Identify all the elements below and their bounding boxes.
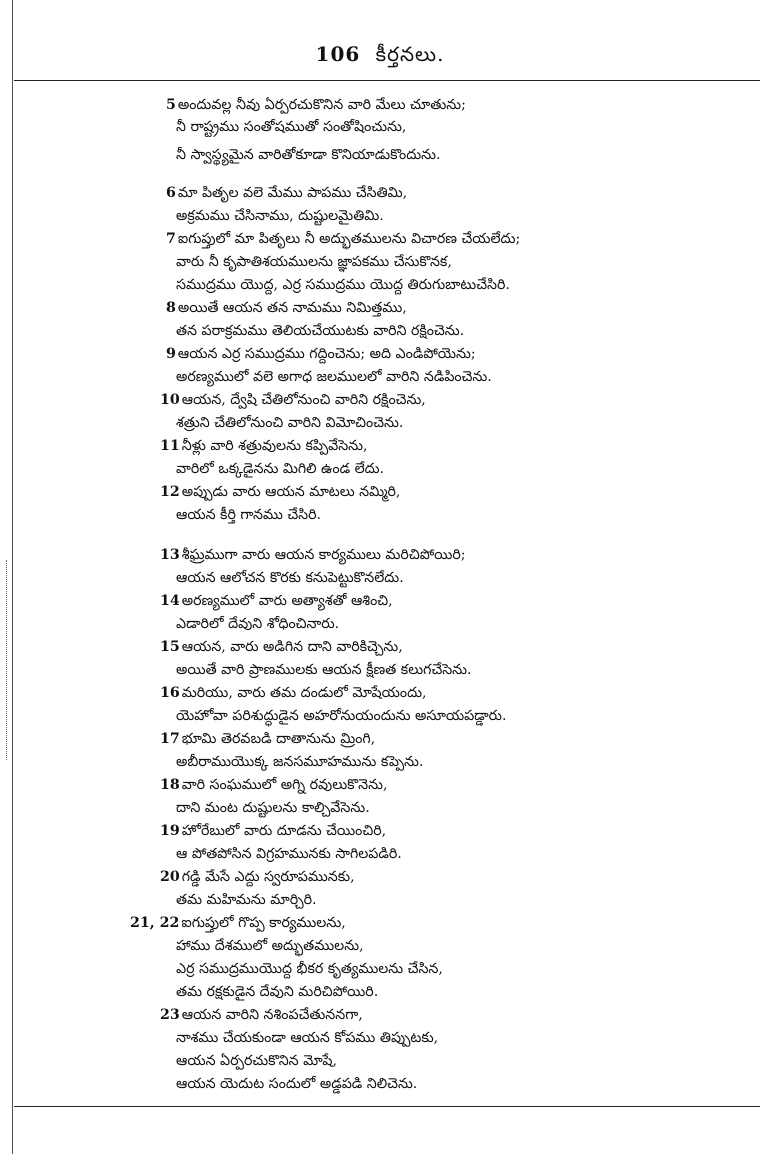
verse-line	[160, 868, 355, 886]
verse-line	[160, 822, 386, 840]
verse-text: ఆయన కీర్తి గానము చేసిరి.	[176, 507, 322, 523]
verse-text: హాము దేశములో అద్భుతములను,	[176, 938, 364, 954]
verse-text: ఆయన యెదుట సందులో అడ్డపడి నిలిచెను.	[176, 1076, 418, 1092]
verse-line	[176, 707, 506, 725]
verse-number: 13	[160, 547, 180, 563]
verse-line	[176, 845, 402, 863]
verse-text: వారు నీ కృపాతిశయములను జ్ఞాపకము చేసుకొనక,	[176, 254, 452, 270]
verse-text: నీ స్వాస్థ్యమైన వారితోకూడా కొనియాడుకొందును.	[176, 147, 441, 163]
verse-line	[176, 615, 339, 633]
verse-text: ఎడారిలో దేవుని శోధించినారు.	[176, 616, 340, 632]
verse-number: 8	[166, 300, 176, 316]
verse-line	[160, 546, 466, 564]
verse-text: అయితే వారి ప్రాణములకు ఆయన క్షీణత కలుగచేసెను.	[176, 662, 472, 678]
verse-line	[176, 983, 378, 1001]
running-title: కీర్తనలు.	[375, 42, 445, 66]
verse-text: గడ్డి మేసే ఎద్దు స్వరూపమునకు,	[181, 869, 355, 885]
verse-number: 23	[160, 1007, 180, 1023]
verse-number: 12	[160, 484, 180, 500]
verse-text: తమ రక్షకుడైన దేవుని మరిచిపోయిరి.	[176, 984, 379, 1000]
verse-number: 16	[160, 685, 180, 701]
verse-text: అందువల్ల నీవు ఏర్పరచుకొనిన వారి మేలు చూతును;	[177, 97, 466, 113]
verse-text: అప్పుడు వారు ఆయన మాటలు నమ్మిరి,	[181, 484, 401, 500]
verse-text: అక్రమము చేసినాము, దుష్టులమైతిమి.	[176, 208, 384, 224]
verse-line	[176, 276, 510, 294]
verse-number: 20	[160, 869, 180, 885]
verse-text: ఆయన ఆలోచన కొరకు కనుపెట్టుకొనలేదు.	[176, 570, 404, 586]
verse-line	[176, 322, 464, 340]
verse-line	[166, 345, 476, 363]
header-rule	[14, 80, 760, 81]
verse-line	[176, 753, 423, 771]
verse-line	[160, 1006, 363, 1024]
verse-text: ఐగుప్తులో గొప్ప కార్యములను,	[181, 915, 346, 931]
verse-text: వారిలో ఒక్కడైనను మిగిలి ఉండ లేదు.	[176, 461, 385, 477]
verse-number: 7	[166, 231, 176, 247]
verse-line	[130, 914, 346, 932]
verse-line	[176, 207, 384, 225]
verse-line	[160, 730, 375, 748]
verse-text: అరణ్యములో వారు అత్యాశతో ఆశించి,	[181, 593, 393, 609]
verse-line	[166, 96, 466, 114]
verse-text: ఆ పోతపోసిన విగ్రహమునకు సాగిలపడిరి.	[176, 846, 402, 862]
verse-text: సముద్రము యొద్ద, ఎర్ర సముద్రము యొద్ద తిరుగుబాటుచేసిరి.	[176, 277, 510, 293]
verse-line	[176, 253, 452, 271]
verse-text: అబీరాముయొక్క జనసమూహమును కప్పెను.	[176, 754, 424, 770]
verse-text: ఆయన, వారు అడిగిన దాని వారికిచ్చెను,	[181, 639, 403, 655]
verse-text: ఆయన ఎర్ర సముద్రము గద్దించెను; అది ఎండిపోయెను;	[177, 346, 476, 362]
verse-text: హోరేబులో వారు దూడను చేయించిరి,	[181, 823, 387, 839]
verse-text: ఆయన, ద్వేషి చేతిలోనుంచి వారిని రక్షించెను,	[181, 392, 426, 408]
verse-number: 6	[166, 185, 176, 201]
verse-line	[176, 1029, 438, 1047]
verse-line	[176, 1075, 417, 1093]
verse-text: దాని మంట దుష్టులను కాల్చివేసెను.	[176, 800, 370, 816]
verse-line	[176, 661, 472, 679]
verse-text: శీఘ్రముగా వారు ఆయన కార్యములు మరిచిపోయిరి;	[181, 547, 466, 563]
verse-line	[176, 414, 403, 432]
verse-line	[160, 776, 387, 794]
verse-text: ఎర్ర సముద్రముయొద్ద భీకర కృత్యములను చేసిన,	[176, 961, 443, 977]
verse-number: 19	[160, 823, 180, 839]
verse-text: తమ మహిమను మార్చిరి.	[176, 892, 317, 908]
verse-line	[176, 960, 443, 978]
verse-number: 11	[160, 438, 180, 454]
verse-number: 17	[160, 731, 180, 747]
verse-text: భూమి తెరవబడి దాతానును మ్రింగి,	[181, 731, 376, 747]
verse-number: 15	[160, 639, 180, 655]
verse-line	[176, 1052, 337, 1070]
verse-line	[160, 437, 368, 455]
verse-text: నాశము చేయకుండా ఆయన కోపము తిప్పుటకు,	[176, 1030, 439, 1046]
verse-number: 18	[160, 777, 180, 793]
verse-text: శత్రుని చేతిలోనుంచి వారిని విమోచించెను.	[176, 415, 404, 431]
margin-marks	[6, 560, 13, 760]
verse-line	[160, 391, 426, 409]
verse-number: 14	[160, 593, 180, 609]
verse-number: 10	[160, 392, 180, 408]
verse-text: మరియు, వారు తమ దండులో మోషేయందు,	[181, 685, 427, 701]
verse-line	[160, 483, 400, 501]
verse-text: ఆయన ఏర్పరచుకొనిన మోషే,	[176, 1053, 337, 1069]
footer-rule	[14, 1106, 760, 1107]
verse-line	[176, 569, 404, 587]
verse-number: 5	[166, 97, 176, 113]
verse-line	[166, 299, 407, 317]
verse-line	[176, 460, 384, 478]
verse-line	[166, 230, 520, 248]
verse-number: 9	[166, 346, 176, 362]
verse-text: నీళ్లు వారి శత్రువులను కప్పివేసెను,	[181, 438, 368, 454]
verse-number: 21, 22	[130, 915, 180, 931]
page-header	[0, 42, 760, 71]
verse-text: వారి సంఘములో అగ్ని రవులుకొనెను,	[181, 777, 388, 793]
verse-text: అరణ్యములో వలె అగాధ జలములలో వారిని నడిపించెను.	[176, 369, 492, 385]
page-number: 106	[315, 42, 361, 66]
verse-text: ఆయన వారిని నశింపచేతుననగా,	[181, 1007, 363, 1023]
verse-line	[160, 592, 393, 610]
verse-text: అయితే ఆయన తన నామము నిమిత్తము,	[177, 300, 407, 316]
verse-line	[160, 638, 403, 656]
verse-line	[176, 118, 406, 136]
verse-text: మా పితృల వలె మేము పాపము చేసితిమి,	[177, 185, 408, 201]
verse-line	[176, 506, 321, 524]
verse-line	[176, 146, 441, 164]
verse-line	[166, 184, 407, 202]
verse-text: యెహోవా పరిశుద్ధుడైన అహరోనుయందును అసూయపడ్డారు.	[176, 708, 507, 724]
verse-line	[176, 799, 370, 817]
verse-line	[176, 891, 317, 909]
verse-text: తన పరాక్రమము తెలియచేయుటకు వారిని రక్షించెను.	[176, 323, 465, 339]
verse-text: నీ రాష్ట్రము సంతోషముతో సంతోషించును,	[176, 119, 407, 135]
verse-line	[176, 368, 492, 386]
verse-line	[176, 937, 364, 955]
verse-line	[160, 684, 427, 702]
verse-text: ఐగుప్తులో మా పితృలు నీ అద్భుతములను విచారణ చేయలేదు;	[177, 231, 521, 247]
